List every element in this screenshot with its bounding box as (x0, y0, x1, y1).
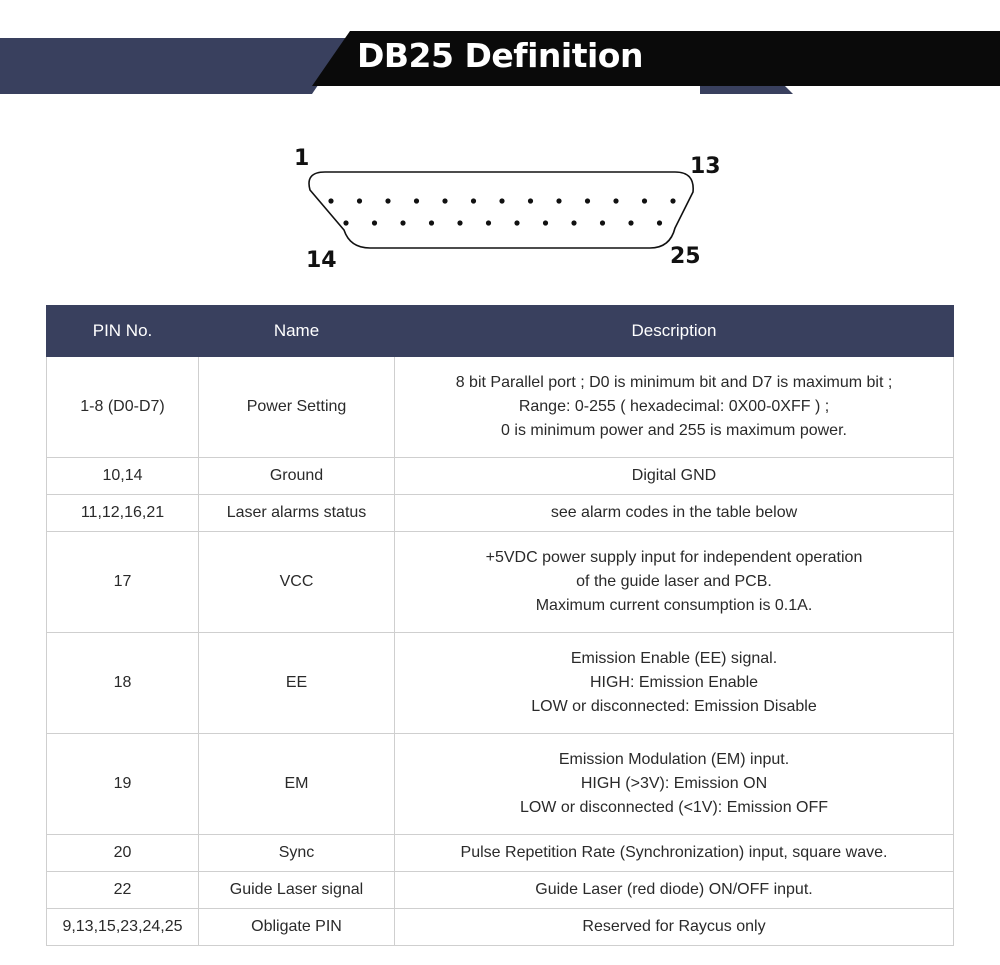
description-cell (395, 532, 954, 633)
description-line: HIGH (>3V): Emission ON (580, 775, 768, 792)
header-pin: PIN No. (47, 306, 199, 357)
description-line: Emission Modulation (EM) input. (558, 751, 790, 768)
pin-dot (385, 198, 390, 203)
name-cell: VCC (199, 532, 395, 633)
description-line: Guide Laser (red diode) ON/OFF input. (535, 881, 813, 898)
description-cell (395, 734, 954, 835)
pin-dot (585, 198, 590, 203)
name-cell: EM (199, 734, 395, 835)
page-title: DB25 Definition (357, 36, 643, 75)
description-cell (395, 835, 954, 872)
pin-dot (471, 198, 476, 203)
pin-cell: 20 (47, 835, 199, 872)
table-row (47, 532, 954, 633)
pin-dot (571, 220, 576, 225)
pin-dot (600, 220, 605, 225)
pin-cell: 11,12,16,21 (47, 495, 199, 532)
pin-dot (414, 198, 419, 203)
description-cell (395, 872, 954, 909)
table-row (47, 458, 954, 495)
pin-cell: 18 (47, 633, 199, 734)
pin-row-bottom (343, 220, 662, 225)
pin-cell: 19 (47, 734, 199, 835)
description-line: +5VDC power supply input for independent operation (485, 549, 863, 566)
description-line: Emission Enable (EE) signal. (570, 650, 778, 667)
pin-definition-table (46, 305, 954, 946)
pin-dot (357, 198, 362, 203)
description-line: 8 bit Parallel port ; D0 is minimum bit and D7 is maximum bit ; (455, 374, 893, 391)
pin-dot (670, 198, 675, 203)
table-row (47, 734, 954, 835)
pin-label-13: 13 (690, 154, 721, 179)
name-cell: Ground (199, 458, 395, 495)
title-banner (0, 0, 1000, 100)
header-description: Description (395, 306, 954, 357)
pin-dot (556, 198, 561, 203)
pin-label-25: 25 (670, 244, 701, 269)
description-line: 0 is minimum power and 255 is maximum power. (501, 422, 847, 439)
pin-cell: 17 (47, 532, 199, 633)
pin-dot (613, 198, 618, 203)
pin-dot (499, 198, 504, 203)
description-cell (395, 357, 954, 458)
pin-dot (328, 198, 333, 203)
description-line: of the guide laser and PCB. (576, 573, 772, 590)
description-line: LOW or disconnected (<1V): Emission OFF (519, 799, 829, 816)
pin-dot (543, 220, 548, 225)
pin-dot (442, 198, 447, 203)
pin-dot (657, 220, 662, 225)
header-name: Name (199, 306, 395, 357)
description-cell (395, 458, 954, 495)
pin-label-1: 1 (294, 146, 310, 171)
description-line: HIGH: Emission Enable (589, 674, 759, 691)
pin-dot (429, 220, 434, 225)
table-header-row (47, 306, 954, 357)
pin-dot (642, 198, 647, 203)
pin-cell: 9,13,15,23,24,25 (47, 909, 199, 946)
pin-dot (343, 220, 348, 225)
table-row (47, 495, 954, 532)
pin-cell: 1-8 (D0-D7) (47, 357, 199, 458)
pin-dot (514, 220, 519, 225)
pin-cell: 10,14 (47, 458, 199, 495)
pin-row-top (328, 198, 675, 203)
pin-dot (372, 220, 377, 225)
description-cell (395, 495, 954, 532)
description-line: Pulse Repetition Rate (Synchronization) input, square wave. (460, 844, 888, 861)
description-line: Maximum current consumption is 0.1A. (535, 597, 813, 614)
connector-shell (309, 172, 693, 248)
pin-dot (486, 220, 491, 225)
name-cell: Laser alarms status (199, 495, 395, 532)
banner-navy-left (0, 38, 350, 94)
pin-dot (400, 220, 405, 225)
name-cell: Power Setting (199, 357, 395, 458)
table-row (47, 357, 954, 458)
name-cell: Sync (199, 835, 395, 872)
db25-connector-diagram (280, 140, 740, 280)
description-cell (395, 633, 954, 734)
description-line: LOW or disconnected: Emission Disable (531, 698, 817, 715)
name-cell: Guide Laser signal (199, 872, 395, 909)
description-line: Reserved for Raycus only (582, 918, 766, 935)
pin-dot (628, 220, 633, 225)
pin-label-14: 14 (306, 248, 337, 273)
pin-dot (457, 220, 462, 225)
pin-dot (528, 198, 533, 203)
pin-cell: 22 (47, 872, 199, 909)
name-cell: Obligate PIN (199, 909, 395, 946)
table-row (47, 872, 954, 909)
description-cell (395, 909, 954, 946)
banner-navy-right (700, 86, 793, 94)
name-cell: EE (199, 633, 395, 734)
description-line: Range: 0-255 ( hexadecimal: 0X00-0XFF ) ; (518, 398, 830, 415)
description-line: Digital GND (631, 467, 717, 484)
table-row (47, 909, 954, 946)
table-row (47, 633, 954, 734)
description-line: see alarm codes in the table below (550, 504, 798, 521)
table-row (47, 835, 954, 872)
